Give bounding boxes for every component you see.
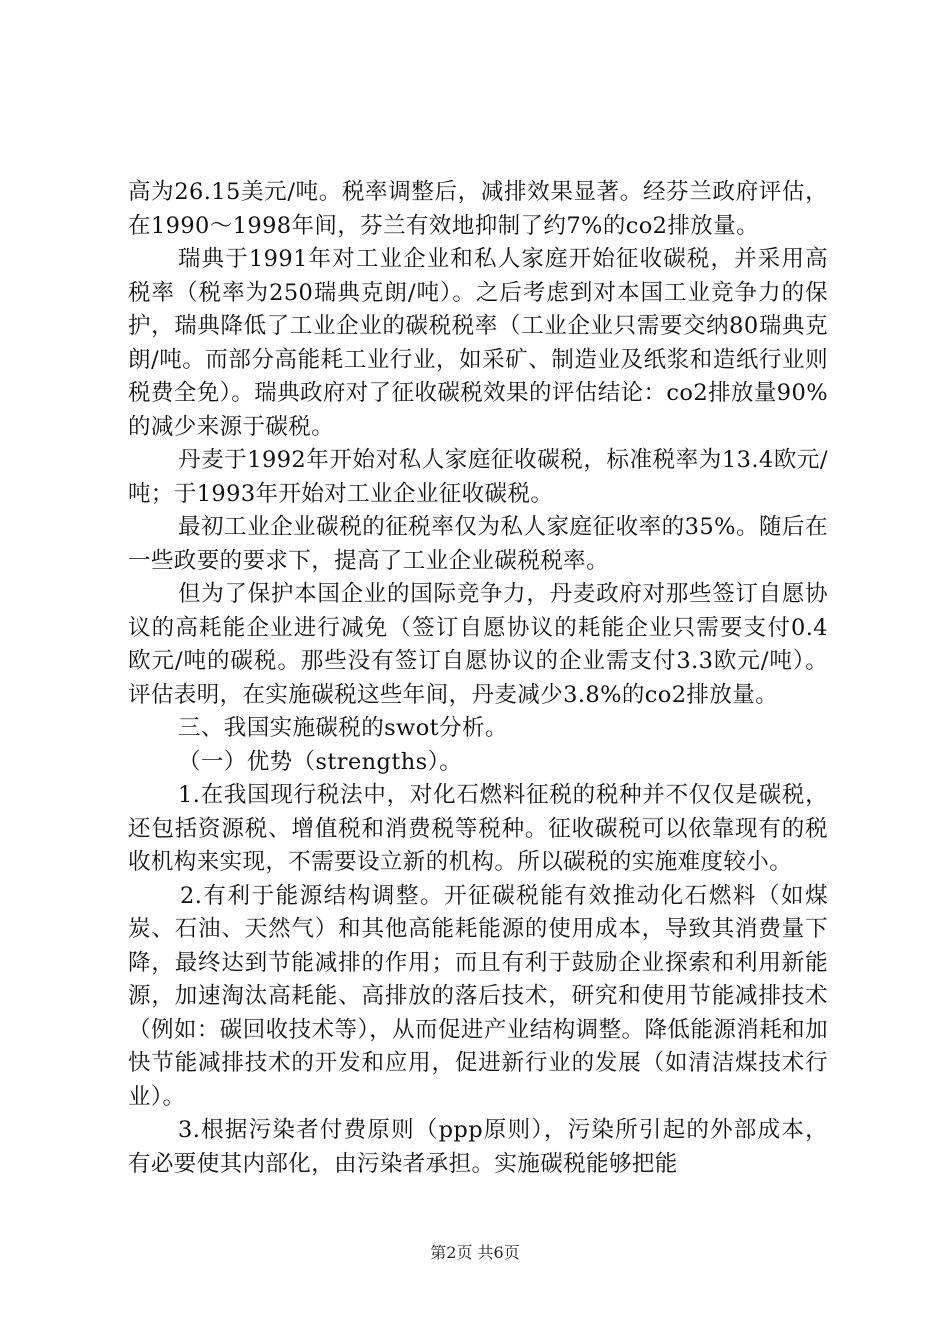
document-body — [128, 176, 828, 1181]
paragraph: 瑞典于1991年对工业企业和私人家庭开始征收碳税，并采用高税率（税率为250瑞典克朗/吨）。之后考虑到对本国工业竞争力的保护，瑞典降低了工业企业的碳税税率（工业企业只需要交纳80瑞典克朗/吨。而部分高能耗工业行业，如采矿、制造业及纸浆和造纸行业则税费全免）。瑞典政府对了征收碳税效果的评估结论：co2排放量90%的减少来源于碳税。 — [128, 246, 828, 440]
section-heading: 三、我国实施碳税的swot分析。 — [178, 715, 508, 741]
list-item: 3.根据污染者付费原则（ppp原则），污染所引起的外部成本，有必要使其内部化，由污染者承担。实施碳税能够把能 — [128, 1117, 828, 1177]
subsection-heading: （一）优势（strengths）。 — [178, 748, 463, 775]
list-item: 1.在我国现行税法中，对化石燃料征税的税种并不仅仅是碳税，还包括资源税、增值税和消费税等税种。征收碳税可以依靠现有的税收机构来实现，不需要设立新的机构。所以碳税的实施难度较小。 — [128, 782, 828, 875]
paragraph: 丹麦于1992年开始对私人家庭征收碳税，标准税率为13.4欧元/吨；于1993年开始对工业企业征收碳税。 — [128, 447, 828, 507]
page-number-footer: 第2页 共6页 — [430, 1243, 520, 1262]
paragraph: 最初工业企业碳税的征税率仅为私人家庭征收率的35%。随后在一些政要的要求下，提高了工业企业碳税税率。 — [128, 514, 828, 574]
paragraph: 高为26.15美元/吨。税率调整后，减排效果显著。经芬兰政府评估，在1990～1998年间，芬兰有效地抑制了约7%的co2排放量。 — [128, 179, 828, 239]
list-item: 2.有利于能源结构调整。开征碳税能有效推动化石燃料（如煤炭、石油、天然气）和其他高能耗能源的使用成本，导致其消费量下降，最终达到节能减排的作用；而且有利于鼓励企业探索和利用新能源，加速淘汰高耗能、高排放的落后技术，研究和使用节能减排技术（例如：碳回收技术等），从而促进产业结构调整。降低能源消耗和加快节能减排技术的开发和应用，促进新行业的发展（如清洁煤技术行业）。 — [128, 882, 828, 1110]
paragraph: 但为了保护本国企业的国际竞争力，丹麦政府对那些签订自愿协议的高耗能企业进行减免（签订自愿协议的耗能企业只需要支付0.4欧元/吨的碳税。那些没有签订自愿协议的企业需支付3.3欧元/吨）。评估表明，在实施碳税这些年间，丹麦减少3.8%的co2排放量。 — [128, 581, 828, 708]
